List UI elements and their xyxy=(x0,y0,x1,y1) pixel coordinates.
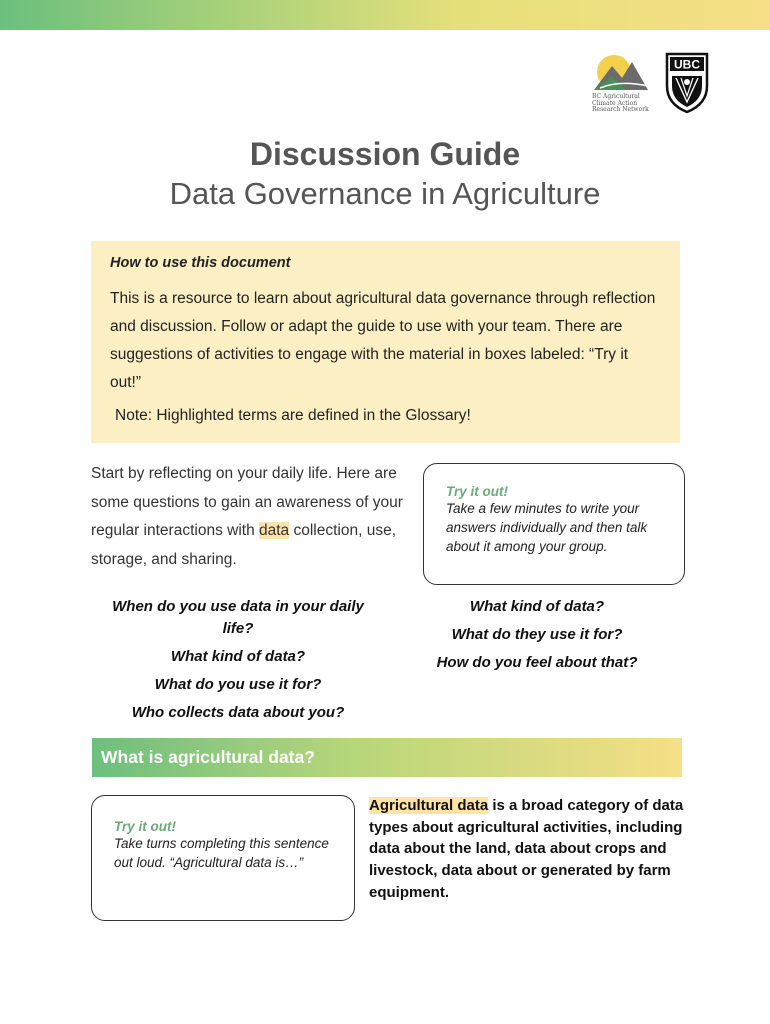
ubc-crest-icon xyxy=(664,52,710,114)
question-item: When do you use data in your daily life? xyxy=(112,598,364,637)
howto-heading: How to use this document xyxy=(110,255,291,271)
intro-paragraph xyxy=(91,460,411,574)
bc-network-logo-text: BC Agricultural Climate Action Research Network xyxy=(592,93,649,113)
ubc-logo xyxy=(664,52,710,114)
questions-right-column xyxy=(412,596,662,680)
section-header-bar xyxy=(92,738,682,777)
try-it-out-label: Try it out! xyxy=(446,484,508,499)
try-it-out-label: Try it out! xyxy=(114,819,176,834)
intro-text-end: collection, use, storage, and sharing. xyxy=(91,522,397,568)
question-item: What do they use it for? xyxy=(451,626,623,643)
agricultural-data-definition xyxy=(369,795,689,904)
try-it-out-text: Take turns completing this sentence out loud. “Agricultural data is…” xyxy=(114,836,329,870)
bc-agricultural-network-logo xyxy=(592,52,652,120)
question-item: What do you use it for? xyxy=(154,675,322,693)
howto-panel xyxy=(91,241,680,443)
logo-group xyxy=(592,52,712,122)
svg-text:UBC: UBC xyxy=(674,57,700,72)
howto-body: This is a resource to learn about agricultural data governance through reflection and discussion. Follow or adapt the guide to use with your team. There are suggestions of activities to engage with the material in boxes labeled: “Try it out!” xyxy=(110,290,656,391)
question-item: Who collects data about you? xyxy=(131,703,345,721)
questions-left-column xyxy=(112,596,364,730)
top-gradient-bar xyxy=(0,0,770,30)
section-title: What is agricultural data? xyxy=(101,747,315,767)
glossary-term-agricultural-data: Agricultural data xyxy=(369,797,489,814)
question-item: What kind of data? xyxy=(170,647,306,665)
page-subtitle: Data Governance in Agriculture xyxy=(169,176,601,211)
try-it-out-box-reflection xyxy=(423,463,685,585)
intro-text-start: Start by reflecting on your daily life. Here are some questions to gain an awareness of your regular interactions with xyxy=(91,465,403,539)
try-it-out-box-sentence xyxy=(91,795,355,921)
glossary-note: Note: Highlighted terms are defined in the Glossary! xyxy=(115,407,471,424)
try-it-out-text: Take a few minutes to write your answers individually and then talk about it among your group. xyxy=(446,501,648,554)
question-item: How do you feel about that? xyxy=(436,654,638,671)
question-item: What kind of data? xyxy=(469,598,605,615)
mountain-sun-icon xyxy=(592,52,650,92)
glossary-term-data: data xyxy=(259,522,290,539)
page-title: Discussion Guide xyxy=(249,136,521,172)
definition-text: is a broad category of data types about agricultural activities, including data about the land, data about crops and livestock, data about or generated by farm equipment. xyxy=(369,797,684,901)
